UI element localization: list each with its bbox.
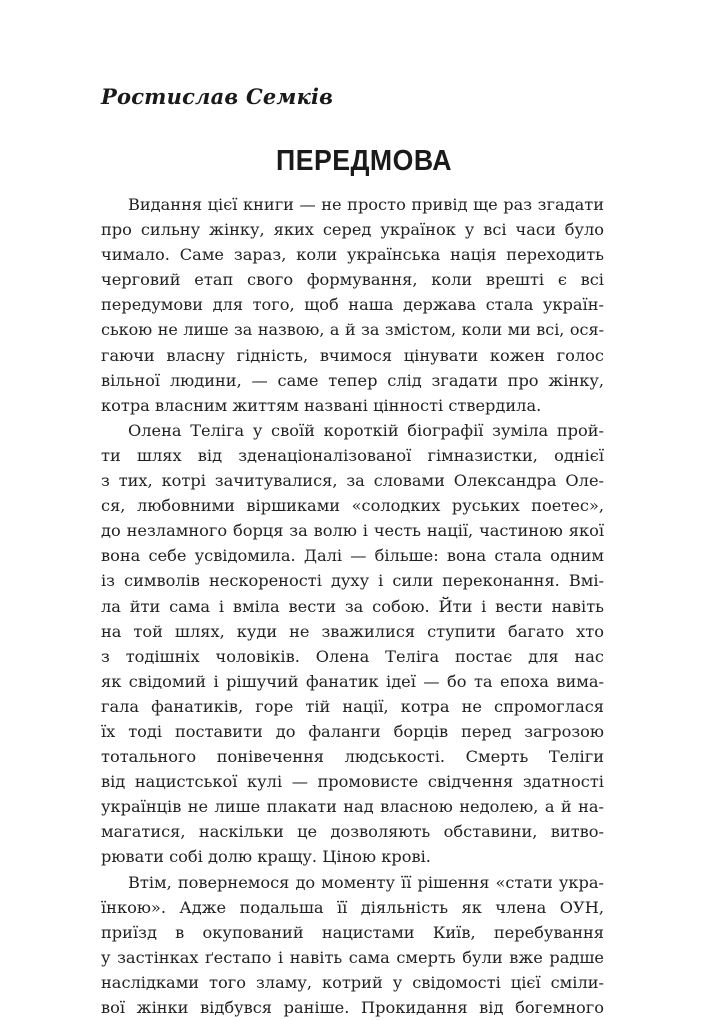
text-line: Олена Теліга у своїй короткій біографії зуміла прой-	[128, 420, 604, 440]
text-line: ла йти сама і вміла вести за собою. Йти і вести навіть	[101, 596, 604, 616]
text-line: із символів нескореності духу і сили переконання. Вмі-	[101, 571, 604, 591]
text-line: вільної людини, — саме тепер слід згадати про жінку,	[101, 370, 604, 390]
text-line: як свідомий і рішучий фанатик ідеї — бо та епоха вима-	[101, 671, 604, 691]
text-line: Втім, повернемося до моменту її рішення «стати укра-	[128, 872, 604, 892]
text-line: Видання цієї книги — не просто привід ще раз згадати	[128, 195, 604, 214]
text-line: гала фанатиків, горе тій нації, котра не спромоглася	[101, 696, 604, 716]
text-line: ти шлях від зденаціоналізованої гімназистки, однієї	[101, 445, 604, 465]
text-line: їнкою». Адже подальша її діяльність як члена ОУН,	[101, 897, 604, 917]
text-line: рювати собі долю кращу. Ціною крові.	[101, 847, 431, 867]
text-line: наслідками того зламу, котрий у свідомості цієї сміли-	[101, 972, 604, 992]
text-line: до незламного борця за волю і честь нації, частиною якої	[101, 521, 604, 541]
text-line: приїзд в окупований нацистами Київ, перебування	[101, 922, 604, 942]
text-line: вона себе усвідомила. Далі — більше: вона стала одним	[101, 546, 604, 566]
text-line: котра власним життям названі цінності ствердила.	[101, 395, 542, 415]
text-line: чимало. Саме зараз, коли українська нація переходить	[101, 245, 604, 265]
text-line: черговий етап свого формування, коли врешті є всі	[101, 270, 604, 290]
body-text	[101, 192, 604, 1020]
text-line: ською не лише за назвою, а й за змістом, коли ми всі, ося-	[101, 320, 604, 340]
text-line: передумови для того, щоб наша держава стала україн-	[101, 295, 604, 315]
author-name: Ростислав Семків	[101, 84, 334, 109]
text-line: їх тоді поставити до фаланги борців перед загрозою	[101, 721, 604, 741]
text-line: від нацистської кулі — промовисте свідчення здатності	[101, 772, 604, 792]
page-title: ПЕРЕДМОВА	[276, 145, 452, 177]
text-line: українців не лише плакати над власною недолею, а й на-	[101, 797, 604, 817]
text-line: на той шлях, куди не зважилися ступити багато хто	[101, 621, 604, 641]
text-line: у застінках ґестапо і навіть сама смерть були вже радше	[101, 947, 604, 967]
text-line: гаючи власну гідність, вчимося цінувати кожен голос	[101, 345, 604, 365]
text-line: тотального понівечення людськості. Смерть Теліги	[101, 747, 604, 767]
text-line: вої жінки відбувся раніше. Прокидання від богемного	[101, 998, 604, 1017]
text-line: ся, любовними віршиками «солодких руських поетес»,	[101, 496, 604, 516]
text-line: з тодішніх чоловіків. Олена Теліга постає для нас	[101, 646, 604, 666]
text-line: магатися, наскільки це дозволяють обставини, витво-	[101, 822, 604, 842]
text-line: про сильну жінку, яких серед українок у всі часи було	[101, 220, 604, 240]
text-line: з тих, котрі зачитувалися, за словами Олександра Оле-	[101, 471, 604, 491]
